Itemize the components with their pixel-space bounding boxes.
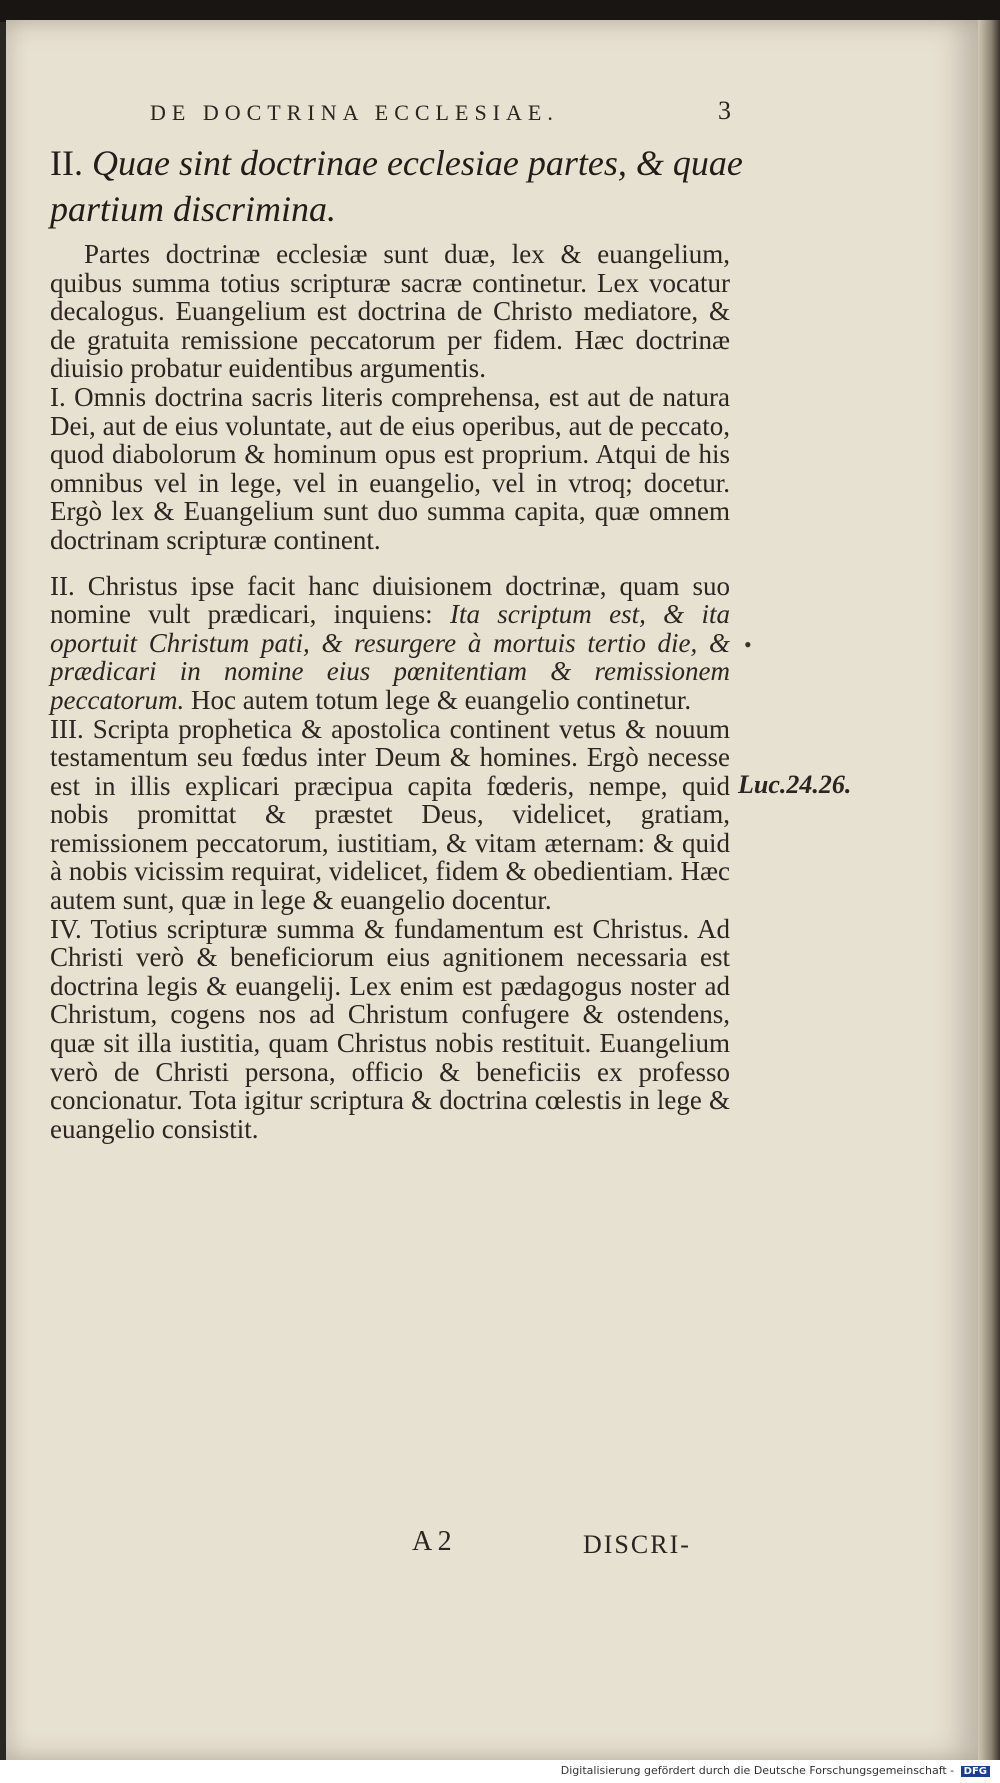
argument-3-number: III. [50, 713, 84, 744]
margin-dot: • [744, 632, 752, 657]
argument-4-text: Totius scripturæ summa & fundamentum est Christus. Ad Christi verò & beneficiorum eius agnitionem necessaria est doctrina legis & euangelij. Lex enim est pædagogus noster ad Christum, cogens nos ad Christum confugere & ostendens, quæ sit illa iustitia, quam Christus nobis restituit. Euangelium verò de Christi persona, officio & beneficiis ex professo concionatur. Tota igitur scriptura & doctrina cœlestis in lege & euangelio consistit. [50, 913, 730, 1144]
argument-1 [50, 383, 730, 555]
scan-top-shadow [0, 0, 1000, 22]
argument-3-text: Scripta prophetica & apostolica continent vetus & nouum testamentum seu fœdus inter Deum & homines. Ergò necesse est in illis explicari præcipua capita fœderis, nempe, quid nobis promittat & præstet Deus, videlicet, gratiam, remissionem peccatorum, iustitiam, & vitam æternam: & quid à nobis vicissim requirat, videlicet, fidem & obedientiam. Hæc autem sunt, quæ in lege & euangelio docentur. [50, 713, 731, 916]
signature-mark: A 2 [412, 1526, 452, 1557]
dfg-logo-icon: DFG [961, 1766, 990, 1777]
argument-2-conclusion: Hoc autem totum lege & euangelio continetur. [190, 684, 692, 715]
argument-2-number: II. [50, 570, 75, 601]
intro-paragraph: Partes doctrinæ ecclesiæ sunt duæ, lex & euangelium, quibus summa totius scripturæ sacræ continetur. Lex vocatur decalogus. Euangelium est doctrina de Christo mediatore, & de gratuita remissione peccatorum per fidem. Hæc doctrinæ diuisio probatur euidentibus argumentis. [50, 239, 730, 384]
argument-2-text: Christus ipse facit hanc diuisionem doctrinæ, quam suo nomine vult prædicari, inquiens: [50, 570, 730, 630]
footer [561, 1764, 990, 1777]
section-heading [50, 140, 750, 232]
footer-credit: Digitalisierung gefördert durch die Deutsche Forschungsgemeinschaft - [560, 1764, 955, 1777]
running-head: DE DOCTRINA ECCLESIAE. [150, 100, 559, 125]
argument-2 [50, 572, 730, 715]
body-text [50, 240, 730, 1143]
page-edge [978, 20, 1000, 1760]
catchword: DISCRI- [583, 1530, 691, 1559]
argument-1-number: I. [50, 381, 66, 412]
scripture-quote: Ita scriptum est, & ita oportuit Christum pati, & resurgere à mortuis tertio die, & prædicari in nomine eius pœnitentiam & remissionem peccatorum. [50, 599, 730, 715]
page-number: 3 [718, 96, 731, 125]
argument-4 [50, 915, 730, 1144]
marginal-note: Luc.24.26. [738, 770, 852, 799]
argument-3 [50, 715, 730, 915]
section-number: II. [50, 143, 83, 183]
section-title: Quae sint doctrinae ecclesiae partes, & quae partium discrimina. [50, 143, 743, 229]
argument-1-text: Omnis doctrina sacris literis comprehensa, est aut de natura Dei, aut de eius voluntate, aut de eius operibus, aut de peccato, quod diabolorum & hominum opus est proprium. Atqui de his omnibus vel in lege, vel in euangelio, vel in vtroq; docetur. Ergò lex & Euangelium sunt duo summa capita, quæ omnem doctrinam scripturæ continent. [50, 381, 731, 555]
argument-4-number: IV. [50, 913, 82, 944]
